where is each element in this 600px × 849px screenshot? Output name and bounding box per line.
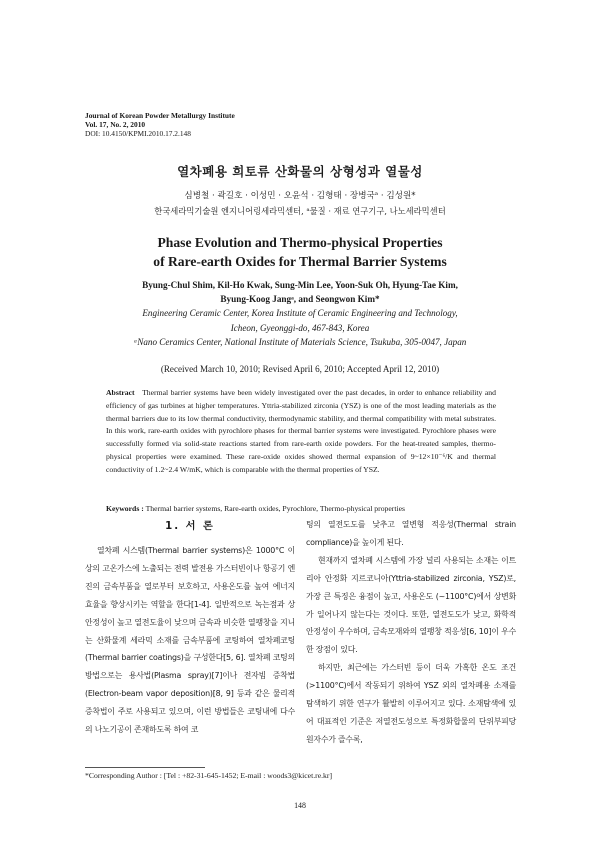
intro-paragraph-2: 현재까지 열차폐 시스템에 가장 널리 사용되는 소재는 이트리아 안정화 지르코니아(Yttria-stabilized zirconia, YSZ)로, 가장 큰 특징은 융점이 높고, 사용온도 (~1100°C)에서 상변화가 일어나지 않는다는 것이다. 또한, 열전도도가 낮고, 화학적 안정성이 우수하며, 금속모재와의 열팽창 적응성[6, 10]이 우수한 장점이 있다. [306, 555, 516, 655]
english-affil-line3: ᵃNano Ceramics Center, National Institute of Materials Science, Tsukuba, 305-0047, Japan [133, 337, 467, 347]
english-title [0, 233, 600, 271]
left-column [85, 542, 295, 739]
english-affiliation [0, 306, 600, 350]
english-affil-line2: Icheon, Gyeonggi-do, 467-843, Korea [230, 322, 370, 333]
intro-paragraph-3: 하지만, 최근에는 가스터빈 등이 더욱 가혹한 온도 조건 (>1100°C)에서 작동되기 위하여 YSZ 외의 열차폐용 소재를 탐색하기 위한 연구가 활발히 이루어지고 있다. 소재탐색에 있어 대표적인 기준은 저열전도성으로 특정화합물의 단위부피당 원자수가 즐수록, [306, 663, 516, 744]
english-authors-line2: Byung-Koog Jangᵃ, and Seongwon Kim* [220, 294, 380, 304]
english-title-line2: of Rare-earth Oxides for Thermal Barrier Systems [153, 254, 447, 269]
right-column [306, 516, 516, 749]
korean-affiliation: 한국세라믹기술원 엔지니어링세라믹센터, ᵃ물질 · 재료 연구기구, 나노세라믹센터 [154, 206, 446, 216]
abstract-text: Thermal barrier systems have been widely investigated over the past decades, in order to enhance reliability and efficiency of gas turbines at higher temperatures. Yttria-stabilized zirconia (YSZ) is one of the most leading materials as the thermal barriers due to its low thermal conductivity, thermodynamic stability, and thermal compatibility with metal substrates. In this work, rare-earth oxides with pyrochlore phases for thermal barrier systems were investigated. Pyrochlore phases were successfully formed via solid-state reactions started from rare-earth oxide powders. For the heat-treated samples, thermo-physical properties were examined. These rare-oxide oxides showed thermal expansion of 9~12×10⁻⁶/K and thermal conductivity of 1.2~2.4 W/mK, which is comparable with the thermal properties of YSZ. [106, 388, 496, 474]
intro-paragraph-1: 열차폐 시스템(Thermal barrier systems)은 1000°C 이상의 고온가스에 노출되는 전력 발전용 가스터빈이나 항공기 엔진의 금속부품을 열로부터 보호하고, 사용온도를 높여 에너지 효율을 향상시키는 역할을 한다[1-4]. 일반적으로 녹는점과 상안정성이 높고 열전도율이 낮으며 금속과 비슷한 열팽창을 지니는 산화물계 세라믹 소재를 금속부품에 코팅하여 열차폐코팅(Thermal barrier coatings)을 구성한다[5, 6]. 열차폐 코팅의 방법으로는 용사법(Plasma spray)[7]이나 전자빔 증착법(Electron-beam vapor deposition)[8, 9] 등과 같은 물리적 증착법이 주로 사용되고 있으며, 이런 방법들은 코팅내에 다수의 나노기공이 존재하도록 하여 코 [85, 546, 295, 735]
journal-header [85, 111, 235, 139]
received-dates: (Received March 10, 2010; Revised April 6, 2010; Accepted April 12, 2010) [160, 364, 440, 374]
journal-volume: Vol. 17, No. 2, 2010 [85, 120, 146, 130]
english-authors-line1: Byung-Chul Shim, Kil-Ho Kwak, Sung-Min Lee, Yoon-Suk Oh, Hyung-Tae Kim, [142, 280, 458, 290]
journal-name: Journal of Korean Powder Metallurgy Institute [85, 111, 235, 120]
abstract-label: Abstract [106, 388, 135, 397]
english-affil-line1: Engineering Ceramic Center, Korea Institute of Ceramic Engineering and Technology, [142, 308, 458, 318]
section-heading: 1. 서 론 [165, 521, 215, 532]
keywords [106, 504, 496, 513]
korean-authors: 심병철 · 곽길호 · 이성민 · 오윤석 · 김형태 · 장병국ᵃ · 김성원* [184, 191, 416, 201]
journal-doi: DOI: 10.4150/KPMI.2010.17.2.148 [85, 129, 191, 139]
english-authors [0, 278, 600, 306]
keywords-label: Keywords : [106, 504, 144, 513]
intro-paragraph-1-continued: 팅의 열전도도를 낮추고 열변형 적응성(Thermal strain compliance)을 높이게 된다. [306, 520, 516, 547]
corresponding-author-footnote: *Corresponding Author : [Tel : +82-31-645-1452; E-mail : woods3@kicet.re.kr] [85, 771, 333, 780]
korean-title: 열차폐용 희토류 산화물의 상형성과 열물성 [177, 164, 423, 179]
keywords-text: Thermal barrier systems, Rare-earth oxides, Pyrochlore, Thermo-physical properties [145, 504, 406, 513]
page-number: 148 [294, 801, 306, 810]
abstract [106, 387, 496, 477]
english-title-line1: Phase Evolution and Thermo-physical Properties [157, 235, 443, 250]
footnote-divider [85, 767, 205, 768]
